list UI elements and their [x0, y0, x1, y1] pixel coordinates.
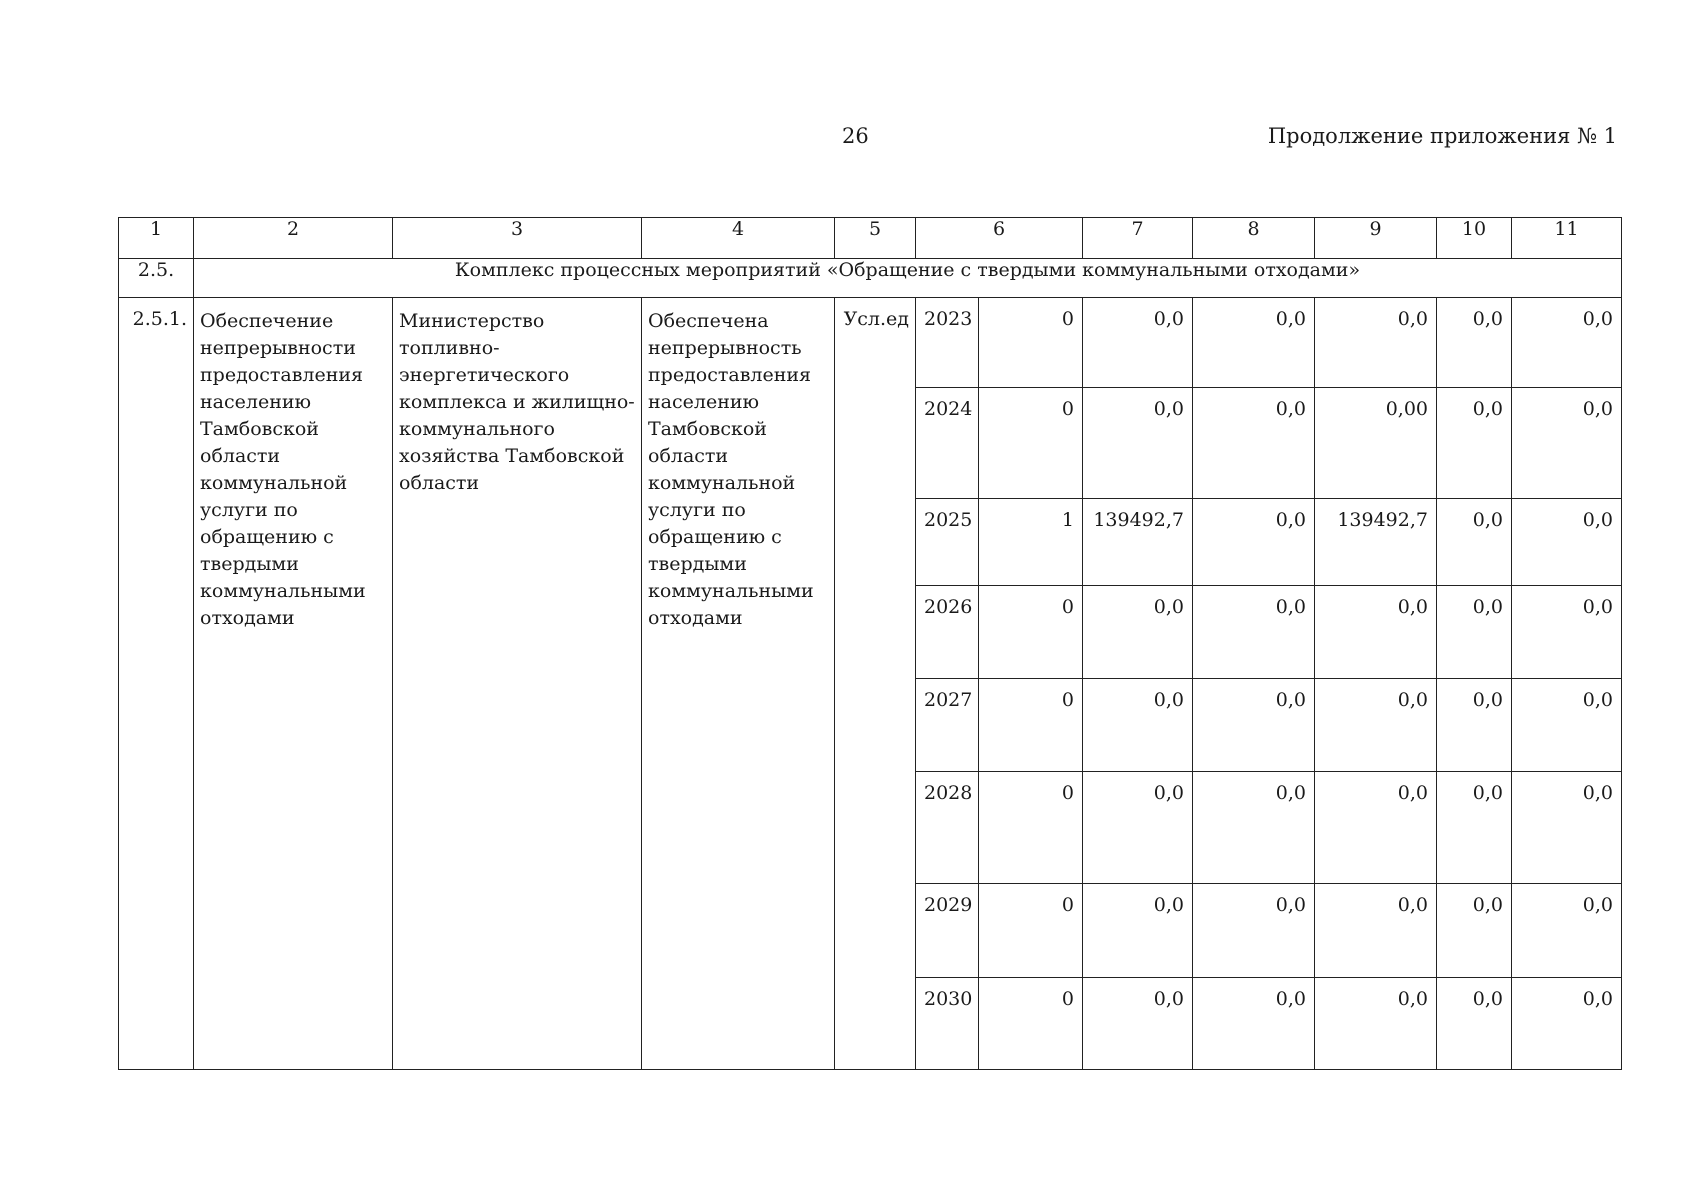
column-header: 2	[194, 218, 393, 259]
item-executor: Министерство топливно-энергетического комплекса и жилищно-коммунального хозяйства Тамбовской области	[393, 298, 642, 1070]
column-header: 6	[916, 218, 1083, 259]
value-cell: 0,0	[1437, 772, 1512, 884]
appendix-label: Продолжение приложения № 1	[1267, 124, 1617, 148]
value-cell: 0,0	[1512, 772, 1622, 884]
column-header: 7	[1083, 218, 1193, 259]
value-cell: 0,0	[1437, 679, 1512, 772]
year-cell: 2028	[916, 772, 979, 884]
value-cell: 0,0	[1437, 586, 1512, 679]
value-cell: 1	[979, 499, 1083, 586]
value-cell: 0,0	[1437, 298, 1512, 388]
column-header: 3	[393, 218, 642, 259]
value-cell: 0	[979, 772, 1083, 884]
table-row	[119, 298, 1622, 388]
value-cell: 0	[979, 388, 1083, 499]
year-cell: 2030	[916, 978, 979, 1070]
value-cell: 0	[979, 884, 1083, 978]
value-cell: 0	[979, 298, 1083, 388]
value-cell: 0,00	[1315, 388, 1437, 499]
year-cell: 2024	[916, 388, 979, 499]
value-cell: 0	[979, 586, 1083, 679]
value-cell: 0	[979, 978, 1083, 1070]
column-numbers-row	[119, 218, 1622, 259]
value-cell: 0,0	[1193, 772, 1315, 884]
value-cell: 0,0	[1193, 499, 1315, 586]
column-header: 8	[1193, 218, 1315, 259]
value-cell: 0,0	[1193, 679, 1315, 772]
item-number: 2.5.1.	[119, 298, 194, 1070]
year-cell: 2026	[916, 586, 979, 679]
value-cell: 0,0	[1315, 679, 1437, 772]
value-cell: 0,0	[1083, 978, 1193, 1070]
value-cell: 0,0	[1193, 978, 1315, 1070]
year-cell: 2029	[916, 884, 979, 978]
value-cell: 0,0	[1437, 388, 1512, 499]
value-cell: 0,0	[1083, 679, 1193, 772]
program-table	[118, 217, 1622, 1070]
value-cell: 0,0	[1512, 499, 1622, 586]
column-header: 10	[1437, 218, 1512, 259]
section-number: 2.5.	[119, 259, 194, 298]
section-title: Комплекс процессных мероприятий «Обращение с твердыми коммунальными отходами»	[194, 259, 1622, 298]
column-header: 1	[119, 218, 194, 259]
value-cell: 0,0	[1315, 586, 1437, 679]
value-cell: 0,0	[1437, 978, 1512, 1070]
value-cell: 0,0	[1512, 388, 1622, 499]
value-cell: 0,0	[1193, 884, 1315, 978]
page-number: 26	[842, 124, 869, 148]
value-cell: 0,0	[1083, 298, 1193, 388]
value-cell: 0,0	[1315, 978, 1437, 1070]
column-header: 11	[1512, 218, 1622, 259]
value-cell: 0,0	[1193, 298, 1315, 388]
value-cell: 139492,7	[1315, 499, 1437, 586]
column-header: 4	[642, 218, 835, 259]
value-cell: 0,0	[1512, 679, 1622, 772]
year-cell: 2025	[916, 499, 979, 586]
value-cell: 0,0	[1512, 978, 1622, 1070]
column-header: 5	[835, 218, 916, 259]
value-cell: 0,0	[1193, 586, 1315, 679]
column-header: 9	[1315, 218, 1437, 259]
item-result: Обеспечена непрерывность предоставления населению Тамбовской области коммунальной услуги по обращению с твердыми коммунальными отходами	[642, 298, 835, 1070]
value-cell: 0,0	[1315, 772, 1437, 884]
value-cell: 0,0	[1437, 884, 1512, 978]
value-cell: 0,0	[1315, 884, 1437, 978]
value-cell: 0,0	[1512, 884, 1622, 978]
value-cell: 0,0	[1437, 499, 1512, 586]
item-unit: Усл.ед	[835, 298, 916, 1070]
value-cell: 0,0	[1315, 298, 1437, 388]
year-cell: 2027	[916, 679, 979, 772]
value-cell: 0,0	[1083, 884, 1193, 978]
value-cell: 0,0	[1193, 388, 1315, 499]
year-cell: 2023	[916, 298, 979, 388]
value-cell: 0,0	[1512, 586, 1622, 679]
section-row	[119, 259, 1622, 298]
value-cell: 0,0	[1083, 388, 1193, 499]
item-name: Обеспечение непрерывности предоставления населению Тамбовской области коммунальной услуги по обращению с твердыми коммунальными отходами	[194, 298, 393, 1070]
value-cell: 0	[979, 679, 1083, 772]
value-cell: 139492,7	[1083, 499, 1193, 586]
value-cell: 0,0	[1512, 298, 1622, 388]
value-cell: 0,0	[1083, 586, 1193, 679]
value-cell: 0,0	[1083, 772, 1193, 884]
